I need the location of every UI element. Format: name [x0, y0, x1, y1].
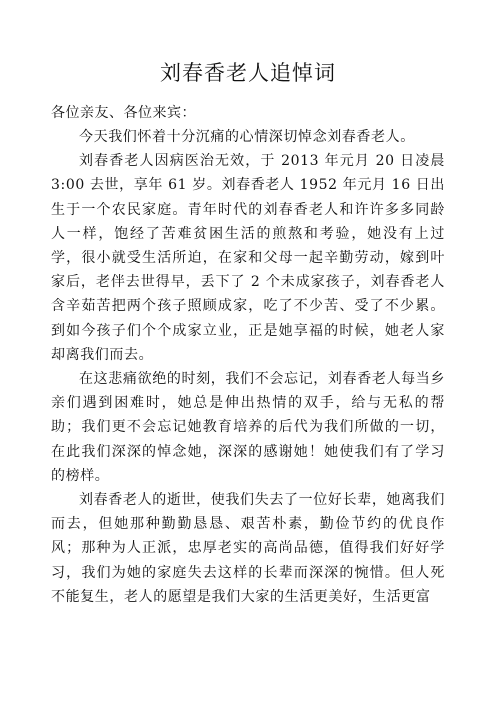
- paragraph-biography: 刘春香老人因病医治无效，于 2013 年元月 20 日凌晨 3:00 去世，享年 61 岁。刘春香老人 1952 年元月 16 日出生于一个农民家庭。青年时代的刘春香老人和许许多多同龄人一样，饱经了苦难贫困生活的煎熬和考验，她没有上过学，很小就受生活所迫，在家和父母一起辛勤劳动，嫁到叶家后，老伴去世得早，丢下了 2 个未成家孩子，刘春香老人含辛茹苦把两个孩子照顾成家，吃了不少苦、受了不少累。到如今孩子们个个成家立业，正是她享福的时候，她老人家却离我们而去。: [51, 153, 445, 363]
- paragraph-legacy: 刘春香老人的逝世，使我们失去了一位好长辈，她离我们而去，但她那种勤勤恳恳、艰苦朴素，勤俭节约的优良作风；那种为人正派，忠厚老实的高尚品德，值得我们好好学习，我们为她的家庭失去这样的长辈而深深的惋惜。但人死不能复生，老人的愿望是我们大家的生活更美好，生活更富: [51, 492, 445, 605]
- salutation: 各位亲友、各位来宾：: [51, 105, 196, 121]
- paragraph-remembrance: 在这悲痛欲绝的时刻，我们不会忘记，刘春香老人每当乡亲们遇到困难时，她总是伸出热情的双手，给与无私的帮助；我们更不会忘记她教育培养的后代为我们所做的一切，在此我们深深的悼念她，深深的感谢她！她使我们有了学习的榜样。: [51, 371, 445, 484]
- document-page: [51, 58, 445, 609]
- paragraph-opening: 今天我们怀着十分沉痛的心情深切悼念刘春香老人。: [79, 129, 415, 145]
- document-title: 刘春香老人追悼词: [160, 61, 336, 85]
